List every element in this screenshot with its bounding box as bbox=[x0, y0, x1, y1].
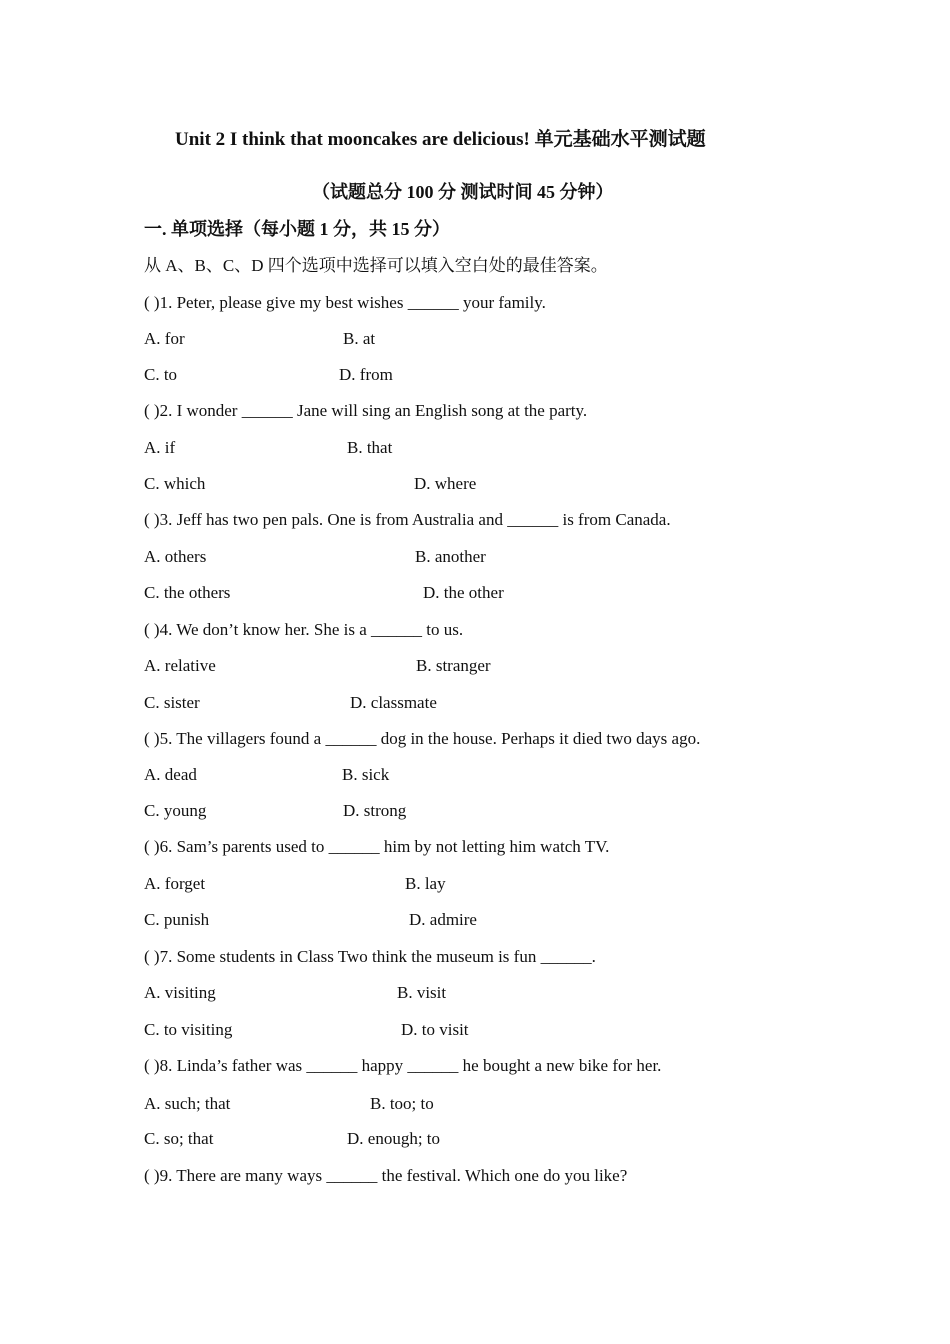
question-6-stem: ( )6. Sam’s parents used to ______ him by not letting him watch TV. bbox=[144, 837, 610, 856]
question-8-option-d: D. enough; to bbox=[347, 1129, 441, 1148]
question-4-option-c: C. sister bbox=[144, 693, 200, 712]
question-7-option-d: D. to visit bbox=[401, 1020, 469, 1039]
question-8-stem: ( )8. Linda’s father was ______ happy ______ he bought a new bike for her. bbox=[144, 1056, 662, 1075]
question-1-option-a: A. for bbox=[144, 329, 185, 348]
question-2-stem: ( )2. I wonder ______ Jane will sing an English song at the party. bbox=[144, 401, 588, 420]
question-8-option-b: B. too; to bbox=[370, 1094, 434, 1113]
question-9-stem: ( )9. There are many ways ______ the festival. Which one do you like? bbox=[144, 1166, 628, 1185]
page-title: Unit 2 I think that mooncakes are delicious! 单元基础水平测试题 bbox=[175, 129, 706, 150]
question-5-option-b: B. sick bbox=[342, 765, 390, 784]
question-8-option-c: C. so; that bbox=[144, 1129, 214, 1148]
section-instruction: 从 A、B、C、D 四个选项中选择可以填入空白处的最佳答案。 bbox=[144, 256, 608, 275]
question-7-stem: ( )7. Some students in Class Two think the museum is fun ______. bbox=[144, 947, 596, 966]
question-1-option-c: C. to bbox=[144, 365, 178, 384]
question-8-option-a: A. such; that bbox=[144, 1094, 231, 1113]
question-4-stem: ( )4. We don’t know her. She is a ______ to us. bbox=[144, 620, 464, 639]
question-6-option-b: B. lay bbox=[405, 874, 446, 893]
question-5-option-a: A. dead bbox=[144, 765, 197, 784]
section-heading: 一. 单项选择（每小题 1 分，共 15 分） bbox=[144, 219, 450, 239]
question-6-option-c: C. punish bbox=[144, 910, 210, 929]
question-3-option-b: B. another bbox=[415, 547, 486, 566]
question-7-option-a: A. visiting bbox=[144, 983, 216, 1002]
question-5-option-c: C. young bbox=[144, 801, 207, 820]
question-1-option-b: B. at bbox=[343, 329, 376, 348]
question-1-stem: ( )1. Peter, please give my best wishes ______ your family. bbox=[144, 293, 546, 312]
question-2-option-a: A. if bbox=[144, 438, 176, 457]
question-2-option-d: D. where bbox=[414, 474, 477, 493]
page-subtitle: （试题总分 100 分 测试时间 45 分钟） bbox=[312, 182, 614, 202]
question-3-option-c: C. the others bbox=[144, 583, 231, 602]
question-1-option-d: D. from bbox=[339, 365, 393, 384]
question-4-option-d: D. classmate bbox=[350, 693, 437, 712]
question-2-option-b: B. that bbox=[347, 438, 393, 457]
question-6-option-d: D. admire bbox=[409, 910, 477, 929]
question-5-stem: ( )5. The villagers found a ______ dog in the house. Perhaps it died two days ago. bbox=[144, 729, 701, 748]
question-7-option-b: B. visit bbox=[397, 983, 447, 1002]
question-3-option-d: D. the other bbox=[423, 583, 504, 602]
question-7-option-c: C. to visiting bbox=[144, 1020, 233, 1039]
question-2-option-c: C. which bbox=[144, 474, 206, 493]
question-6-option-a: A. forget bbox=[144, 874, 206, 893]
question-4-option-b: B. stranger bbox=[416, 656, 491, 675]
question-5-option-d: D. strong bbox=[343, 801, 407, 820]
question-4-option-a: A. relative bbox=[144, 656, 216, 675]
question-3-option-a: A. others bbox=[144, 547, 207, 566]
question-3-stem: ( )3. Jeff has two pen pals. One is from Australia and ______ is from Canada. bbox=[144, 510, 671, 529]
